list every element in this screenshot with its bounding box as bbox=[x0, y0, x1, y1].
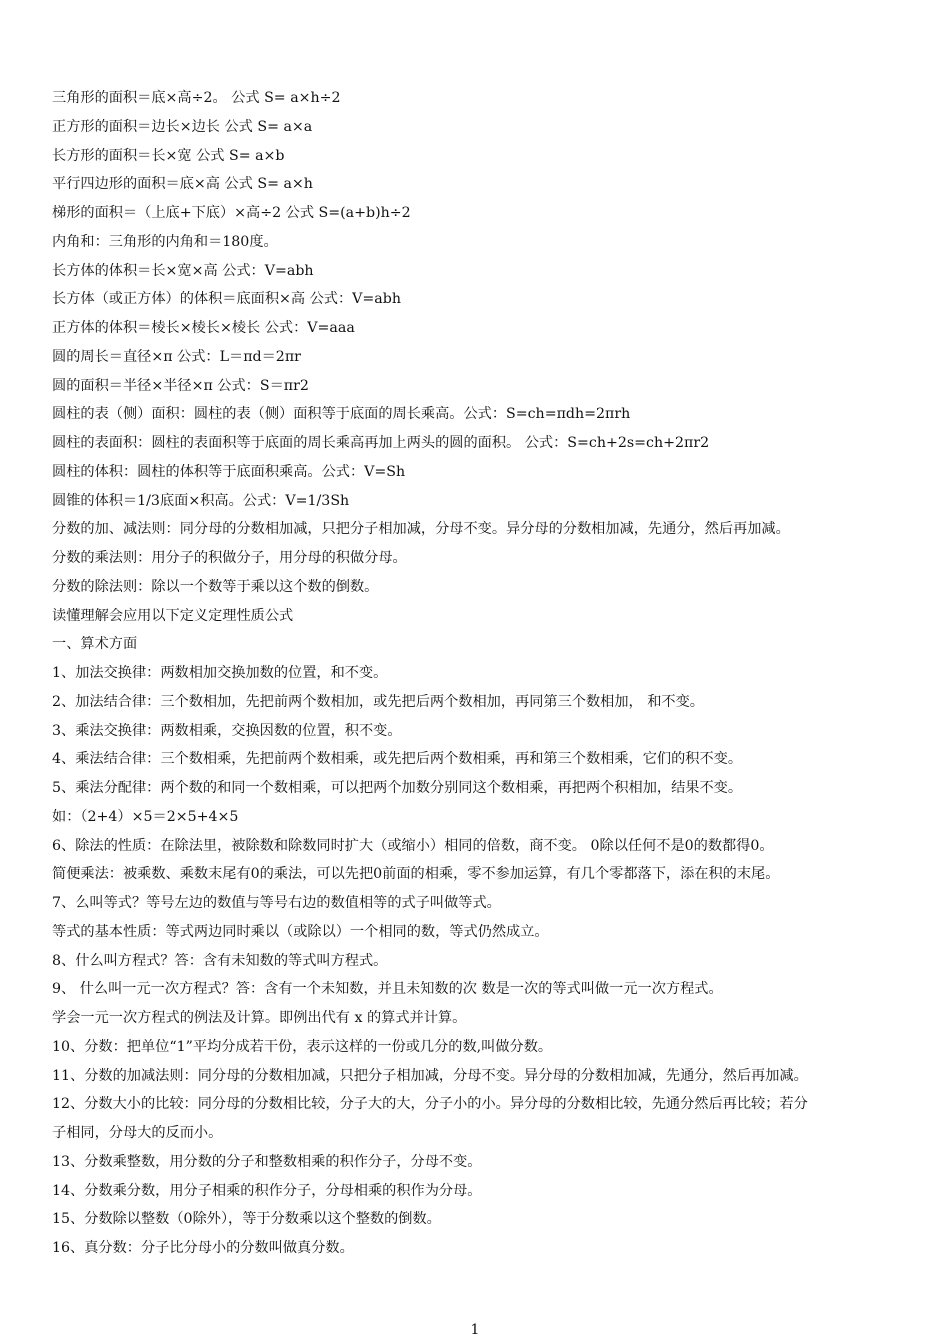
text-line: 7、么叫等式？等号左边的数值与等号右边的数值相等的式子叫做等式。 bbox=[52, 895, 501, 911]
text-line: 正方体的体积＝棱长×棱长×棱长 公式：V=aaa bbox=[52, 320, 355, 336]
text-line: 圆的面积＝半径×半径×π 公式：S＝πr2 bbox=[52, 377, 309, 394]
text-line: 圆柱的体积：圆柱的体积等于底面积乘高。公式：V=Sh bbox=[52, 463, 406, 480]
text-line: 三角形的面积＝底×高÷2。 公式 S= a×h÷2 bbox=[52, 90, 341, 106]
text-line: 圆锥的体积＝1/3底面×积高。公式：V=1/3Sh bbox=[52, 492, 350, 509]
text-line: 1、加法交换律：两数相加交换加数的位置，和不变。 bbox=[52, 665, 388, 681]
text-line: 子相同，分母大的反而小。 bbox=[52, 1125, 223, 1141]
text-line: 如：（2+4）×5＝2×5+4×5 bbox=[52, 808, 239, 825]
text-line: 15、分数除以整数（0除外），等于分数乘以这个整数的倒数。 bbox=[52, 1211, 441, 1228]
text-line: 简便乘法：被乘数、乘数末尾有0的乘法，可以先把0前面的相乘，零不参加运算，有几个零都落下，添在积的末尾。 bbox=[52, 866, 780, 883]
document-body bbox=[52, 84, 912, 1263]
text-line: 分数的加、减法则：同分母的分数相加减，只把分子相加减，分母不变。异分母的分数相加减，先通分，然后再加减。 bbox=[52, 521, 790, 538]
text-line: 8、什么叫方程式？答：含有未知数的等式叫方程式。 bbox=[52, 952, 388, 969]
text-line: 圆柱的表（侧）面积：圆柱的表（侧）面积等于底面的周长乘高。公式：S=ch=πdh=2πrh bbox=[52, 406, 631, 423]
text-line: 分数的除法则：除以一个数等于乘以这个数的倒数。 bbox=[52, 578, 379, 595]
text-line: 11、分数的加减法则：同分母的分数相加减，只把分子相加减，分母不变。异分母的分数相加减，先通分，然后再加减。 bbox=[52, 1067, 808, 1084]
section-heading: 一、算术方面 bbox=[52, 636, 138, 653]
text-line: 正方形的面积＝边长×边长 公式 S= a×a bbox=[52, 118, 313, 135]
text-line: 长方形的面积＝长×宽 公式 S= a×b bbox=[52, 147, 285, 164]
text-line: 3、乘法交换律：两数相乘，交换因数的位置，积不变。 bbox=[52, 722, 402, 739]
text-line: 长方体的体积＝长×宽×高 公式：V=abh bbox=[52, 262, 314, 279]
text-line: 4、乘法结合律：三个数相乘，先把前两个数相乘，或先把后两个数相乘，再和第三个数相乘，它们的积不变。 bbox=[52, 751, 743, 768]
text-line: 内角和：三角形的内角和＝180度。 bbox=[52, 233, 278, 250]
text-line: 5、乘法分配律：两个数的和同一个数相乘，可以把两个加数分别同这个数相乘，再把两个积相加，结果不变。 bbox=[52, 780, 743, 796]
text-line: 学会一元一次方程式的例法及计算。即例出代有 x 的算式并计算。 bbox=[52, 1010, 467, 1026]
text-line: 圆的周长＝直径×π 公式：L＝πd＝2πr bbox=[52, 348, 301, 365]
text-line: 圆柱的表面积：圆柱的表面积等于底面的周长乘高再加上两头的圆的面积。 公式：S=ch+2s=ch+2πr2 bbox=[52, 435, 710, 451]
text-line: 6、除法的性质：在除法里，被除数和除数同时扩大（或缩小）相同的倍数，商不变。 0除以任何不是0的数都得0。 bbox=[52, 837, 774, 854]
text-line: 9、 什么叫一元一次方程式？答：含有一个未知数，并且未知数的次 数是一次的等式叫做一元一次方程式。 bbox=[52, 981, 723, 998]
text-line: 平行四边形的面积＝底×高 公式 S= a×h bbox=[52, 176, 313, 193]
text-line: 10、分数：把单位“1”平均分成若干份，表示这样的一份或几分的数,叫做分数。 bbox=[52, 1038, 553, 1055]
text-line: 13、分数乘整数，用分数的分子和整数相乘的积作分子，分母不变。 bbox=[52, 1153, 482, 1170]
text-line: 读懂理解会应用以下定义定理性质公式 bbox=[52, 607, 294, 624]
text-line: 梯形的面积＝（上底+下底）×高÷2 公式 S=(a+b)h÷2 bbox=[52, 205, 411, 221]
text-line: 2、加法结合律：三个数相加，先把前两个数相加，或先把后两个数相加，再同第三个数相加， 和不变。 bbox=[52, 693, 704, 710]
text-line: 等式的基本性质：等式两边同时乘以（或除以）一个相同的数，等式仍然成立。 bbox=[52, 923, 549, 940]
text-line: 12、分数大小的比较：同分母的分数相比较，分子大的大，分子小的小。异分母的分数相比较，先通分然后再比较；若分 bbox=[52, 1096, 808, 1113]
text-line: 分数的乘法则：用分子的积做分子，用分母的积做分母。 bbox=[52, 550, 407, 566]
text-line: 16、真分数：分子比分母小的分数叫做真分数。 bbox=[52, 1240, 354, 1256]
text-line: 14、分数乘分数，用分子相乘的积作分子，分母相乘的积作为分母。 bbox=[52, 1182, 482, 1199]
text-line: 长方体（或正方体）的体积＝底面积×高 公式：V=abh bbox=[52, 291, 401, 308]
page-number: 1 bbox=[470, 1322, 480, 1338]
